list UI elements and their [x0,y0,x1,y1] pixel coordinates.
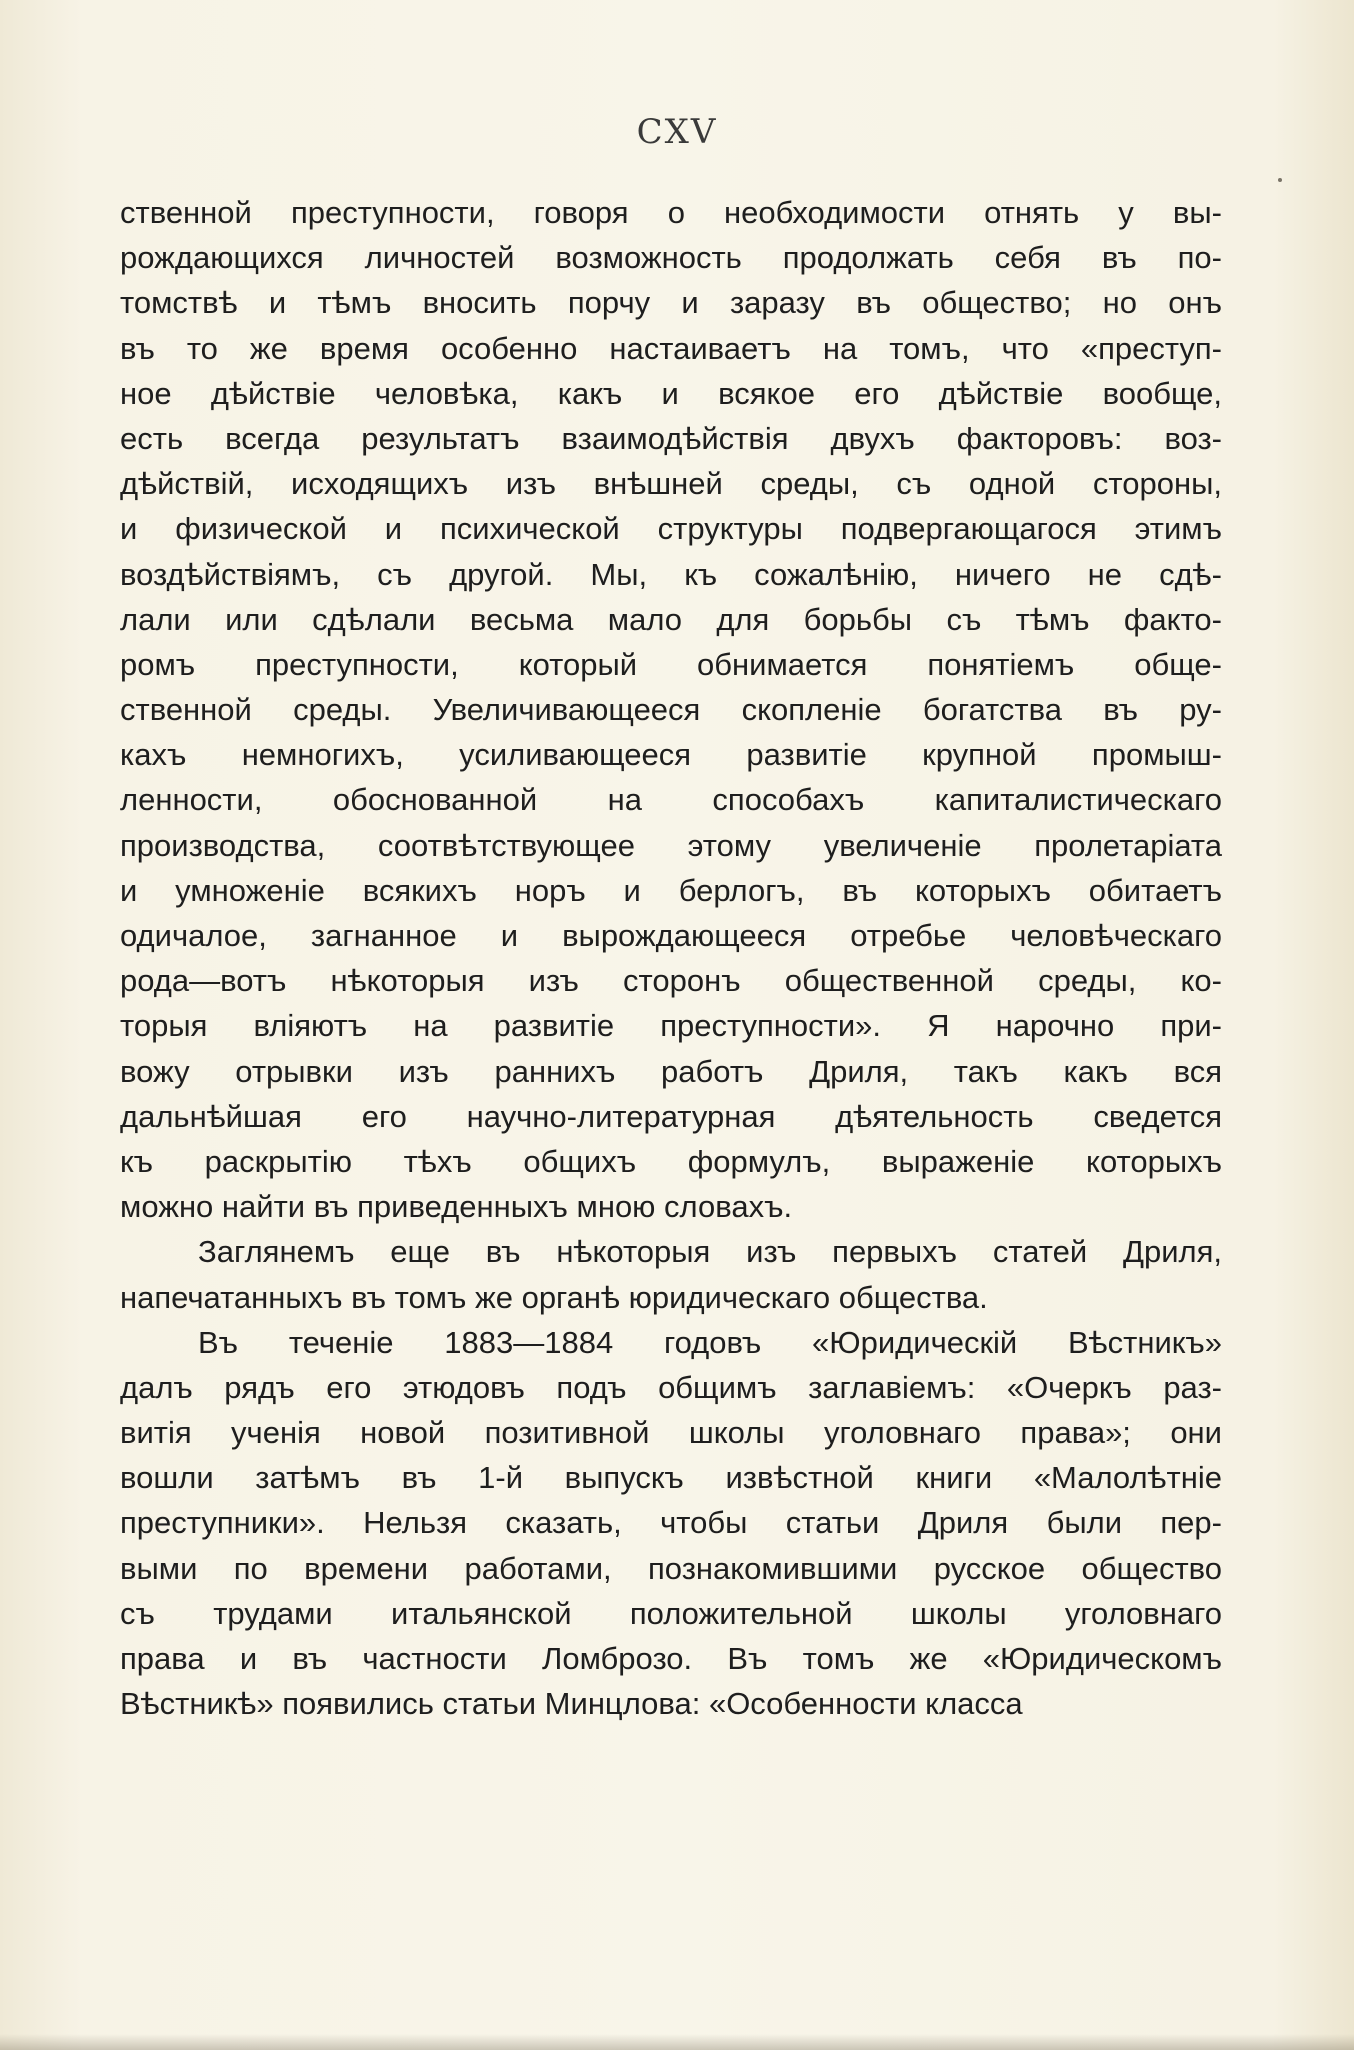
text-line: и умноженіе всякихъ норъ и берлогъ, въ которыхъ обитаетъ [120,872,1222,908]
page-bottom-edge [0,2034,1354,2050]
page-number: CXV [636,112,718,152]
text-line: ственной преступности, говоря о необходимости отнять у вы- [120,195,1222,230]
text-line: ное дѣйствіе человѣка, какъ и всякое его дѣйствіе вообще, [120,375,1222,411]
text-line: ленности, обоснованной на способахъ капиталистическаго [120,782,1222,818]
text-line: ромъ преступности, который обнимается понятіемъ обще- [120,646,1222,682]
body-text [120,190,1222,1726]
text-line: права и въ частности Ломброзо. Въ томъ же «Юридическомъ [120,1641,1222,1676]
text-line: томствѣ и тѣмъ вносить порчу и заразу въ общество; но онъ [120,285,1222,321]
text-line: Въ теченіе 1883—1884 годовъ «Юридическій Вѣстникъ» [198,1324,1222,1360]
text-line: витія ученія новой позитивной школы уголовнаго права»; они [120,1415,1222,1451]
text-line: къ раскрытію тѣхъ общихъ формулъ, выраженіе которыхъ [120,1143,1222,1179]
paragraph [120,1229,1222,1319]
paragraph [120,190,1222,1229]
text-line: преступники». Нельзя сказать, чтобы статьи Дриля были пер- [120,1505,1222,1541]
text-line: одичалое, загнанное и вырождающееся отребье человѣческаго [120,918,1222,953]
text-line: можно найти въ приведенныхъ мною словахъ. [120,1189,793,1225]
text-line: выми по времени работами, познакомившими русское общество [120,1550,1222,1586]
text-line: торыя вліяютъ на развитіе преступности». Я нарочно при- [120,1008,1222,1044]
text-line: Вѣстникѣ» появились статьи Минцлова: «Особенности класса [120,1686,1023,1722]
text-line: кахъ немногихъ, усиливающееся развитіе крупной промыш- [120,737,1222,773]
text-line: ственной среды. Увеличивающееся скопленіе богатства въ ру- [120,692,1222,728]
text-line: рода—вотъ нѣкоторыя изъ сторонъ общественной среды, ко- [120,963,1222,999]
text-line: есть всегда результатъ взаимодѣйствія двухъ факторовъ: воз- [120,420,1222,456]
paragraph [120,1320,1222,1727]
text-line: воздѣйствіямъ, съ другой. Мы, къ сожалѣнію, ничего не сдѣ- [120,556,1222,592]
text-line: производства, соотвѣтствующее этому увеличеніе пролетаріата [120,827,1222,863]
text-line: дѣйствій, исходящихъ изъ внѣшней среды, съ одной стороны, [120,466,1222,502]
text-line: напечатанныхъ въ томъ же органѣ юридическаго общества. [120,1279,988,1315]
text-line: въ то же время особенно настаиваетъ на томъ, что «преступ- [120,330,1222,366]
text-line: и физической и психической структуры подвергающагося этимъ [120,511,1222,547]
text-line: съ трудами итальянской положительной школы уголовнаго [120,1595,1222,1631]
text-line: лали или сдѣлали весьма мало для борьбы съ тѣмъ факто- [120,601,1222,637]
paper-speck [1278,178,1282,182]
text-line: рождающихся личностей возможность продолжать себя въ по- [120,240,1222,276]
text-line: Заглянемъ еще въ нѣкоторыя изъ первыхъ статей Дриля, [198,1234,1222,1270]
text-line: далъ рядъ его этюдовъ подъ общимъ заглавіемъ: «Очеркъ раз- [120,1369,1222,1405]
text-line: вожу отрывки изъ раннихъ работъ Дриля, такъ какъ вся [120,1053,1222,1089]
text-line: вошли затѣмъ въ 1-й выпускъ извѣстной книги «Малолѣтніе [120,1460,1222,1496]
text-line: дальнѣйшая его научно-литературная дѣятельность сведется [120,1098,1222,1134]
